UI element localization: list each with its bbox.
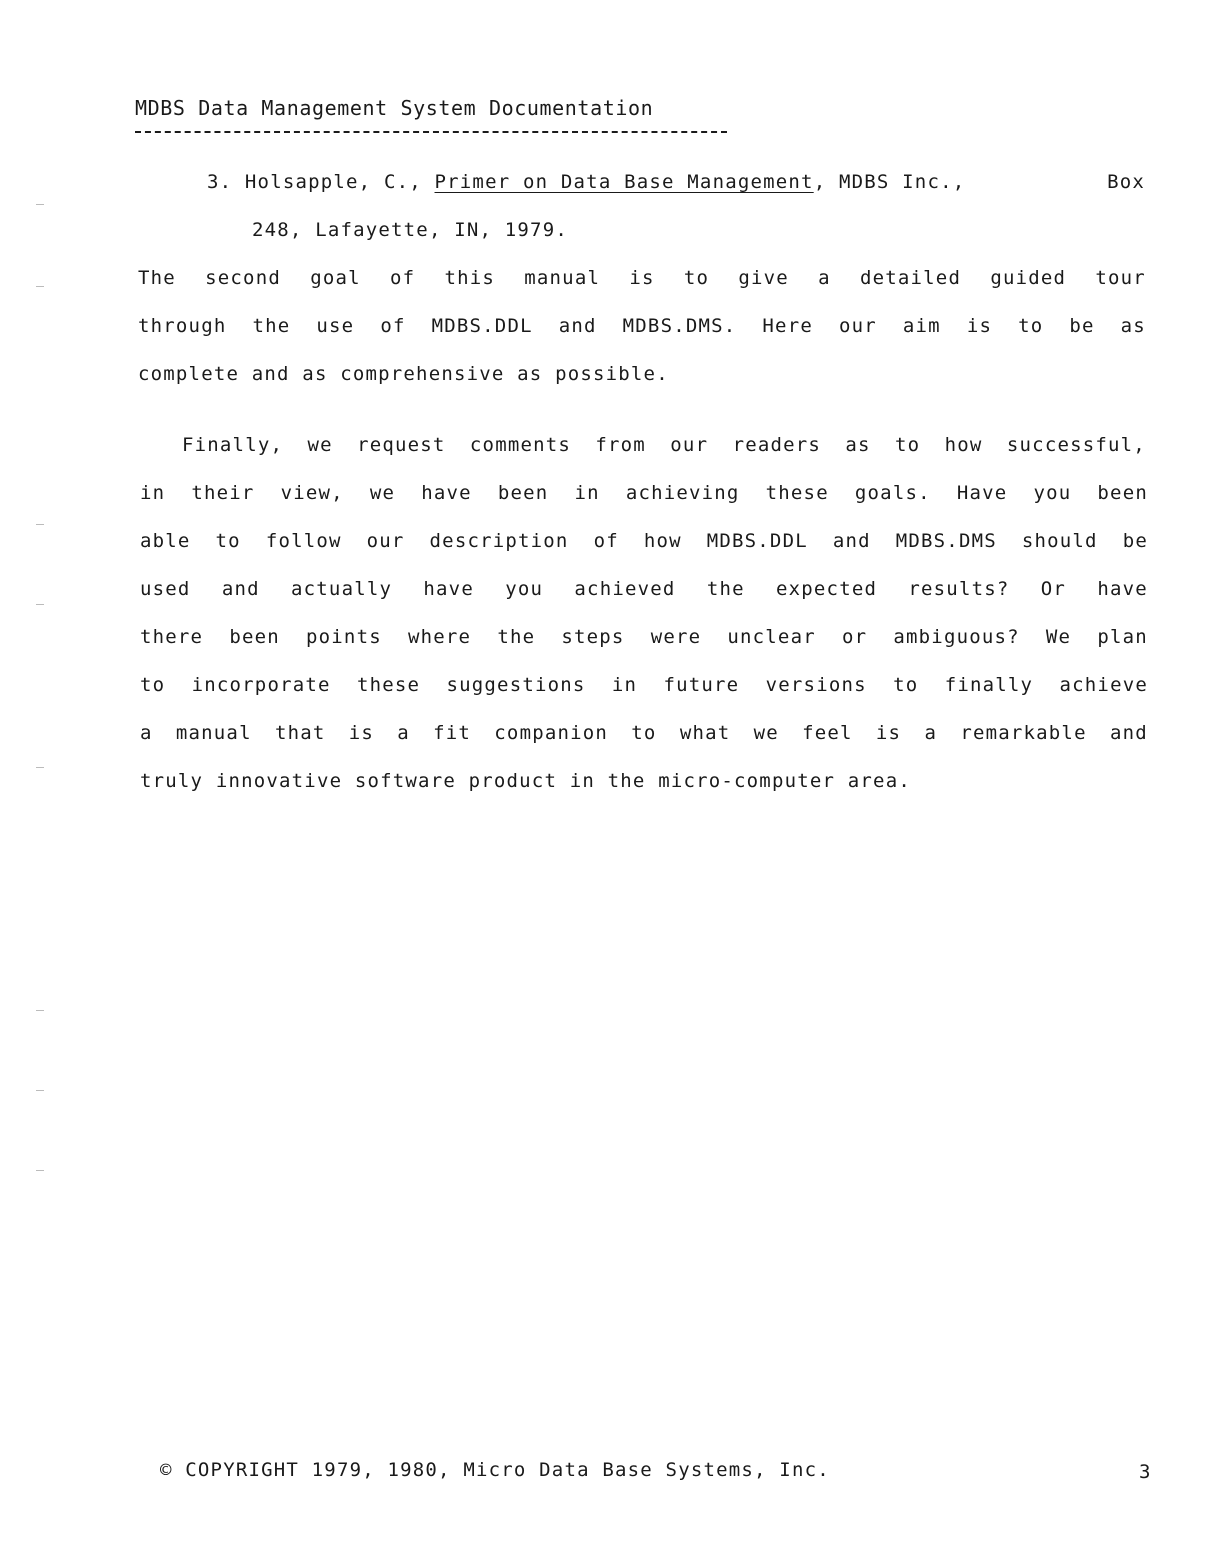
paragraph1-line-3: complete and as comprehensive as possible. <box>138 363 669 385</box>
word: achieving <box>625 482 740 504</box>
word: our <box>838 315 877 337</box>
word: been <box>1097 482 1148 504</box>
word: these <box>765 482 829 504</box>
header-dashed-rule <box>135 131 727 133</box>
word: suggestions <box>446 674 586 696</box>
word: We <box>1045 626 1072 648</box>
word: these <box>356 674 421 696</box>
word: MDBS.DMS. <box>622 315 737 337</box>
word: Finally, <box>182 434 284 456</box>
word: second <box>205 267 281 289</box>
word: of <box>593 530 619 552</box>
word: we <box>307 434 333 456</box>
word: to <box>1018 315 1044 337</box>
word: achieve <box>1059 674 1148 696</box>
word: used <box>140 578 191 600</box>
paragraph1-line-2 <box>138 315 1146 337</box>
word: follow <box>265 530 342 552</box>
word: MDBS.DDL <box>431 315 533 337</box>
word: results? <box>908 578 1010 600</box>
word: a <box>924 722 938 744</box>
reference-line-2: 248, Lafayette, IN, 1979. <box>252 219 568 241</box>
copyright-footer: © COPYRIGHT 1979, 1980, Micro Data Base Systems, Inc. <box>160 1459 830 1481</box>
word: what <box>679 722 731 744</box>
word: MDBS.DDL <box>706 530 808 552</box>
word: manual <box>524 267 601 289</box>
word: use <box>316 315 355 337</box>
paragraph2-line-6 <box>140 674 1148 696</box>
word: be <box>1069 315 1095 337</box>
word: be <box>1122 530 1148 552</box>
word: remarkable <box>960 722 1087 744</box>
word: is <box>875 722 902 744</box>
word: been <box>229 626 280 648</box>
word: there <box>140 626 204 648</box>
word: to <box>893 674 919 696</box>
page-header: MDBS Data Management System Documentation <box>135 96 654 120</box>
reference-line-1 <box>207 171 1145 193</box>
word: steps <box>561 626 625 648</box>
word: expected <box>776 578 878 600</box>
paragraph1-line-1 <box>138 267 1146 289</box>
word: to <box>215 530 241 552</box>
word: successful, <box>1006 434 1146 456</box>
scan-margin-mark <box>36 1010 44 1011</box>
word: is <box>348 722 375 744</box>
word: our <box>366 530 405 552</box>
word: actually <box>291 578 393 600</box>
paragraph2-line-8: truly innovative software product in the micro-computer area. <box>140 770 911 792</box>
word: in <box>574 482 600 504</box>
word: we <box>369 482 396 504</box>
word: aim <box>902 315 941 337</box>
word: how <box>643 530 682 552</box>
word: achieved <box>574 578 676 600</box>
word: have <box>423 578 474 600</box>
word: to <box>895 434 921 456</box>
word: detailed <box>859 267 962 289</box>
reference-number: 3. <box>207 171 233 193</box>
word: as <box>1120 315 1146 337</box>
scan-margin-mark <box>36 767 44 768</box>
word: is <box>966 315 993 337</box>
word: request <box>357 434 446 456</box>
word: is <box>629 267 655 289</box>
word: to <box>140 674 166 696</box>
word: unclear <box>727 626 816 648</box>
page-number: 3 <box>1139 1461 1151 1483</box>
word: our <box>670 434 709 456</box>
word: companion <box>494 722 609 744</box>
word: and <box>832 530 871 552</box>
word: and <box>558 315 597 337</box>
word: through <box>138 315 227 337</box>
word: incorporate <box>191 674 331 696</box>
word: feel <box>802 722 853 744</box>
word: Here <box>762 315 813 337</box>
word: a <box>140 722 153 744</box>
word: tour <box>1095 267 1146 289</box>
word: where <box>407 626 472 648</box>
word: you <box>1033 482 1072 504</box>
word: have <box>421 482 472 504</box>
word: description <box>429 530 569 552</box>
word: their <box>191 482 255 504</box>
word: plan <box>1097 626 1148 648</box>
reference-book-title: Primer on Data Base Management <box>434 171 814 193</box>
scan-margin-mark <box>36 1170 44 1171</box>
reference-box: Box <box>1107 171 1145 193</box>
word: versions <box>765 674 867 696</box>
word: you <box>505 578 544 600</box>
word: to <box>683 267 710 289</box>
word: been <box>497 482 549 504</box>
word: to <box>631 722 657 744</box>
paragraph2-line-3 <box>140 530 1148 552</box>
word: we <box>753 722 779 744</box>
word: manual <box>175 722 252 744</box>
word: and <box>1109 722 1148 744</box>
paragraph2-line-2 <box>140 482 1148 504</box>
scan-margin-mark <box>36 286 44 287</box>
word: this <box>444 267 496 289</box>
scan-margin-mark <box>36 1090 44 1091</box>
word: able <box>140 530 191 552</box>
word: of <box>389 267 416 289</box>
word: or <box>841 626 868 648</box>
word: future <box>663 674 740 696</box>
paragraph2-line-7 <box>140 722 1148 744</box>
word: should <box>1021 530 1098 552</box>
word: as <box>845 434 871 456</box>
word: comments <box>469 434 572 456</box>
paragraph2-line-5 <box>140 626 1148 648</box>
word: the <box>706 578 745 600</box>
word: the <box>252 315 291 337</box>
word: goals. <box>854 482 931 504</box>
word: view, <box>280 482 344 504</box>
word: from <box>595 434 646 456</box>
word: fit <box>433 722 472 744</box>
word: MDBS.DMS <box>895 530 997 552</box>
word: that <box>274 722 326 744</box>
word: Have <box>956 482 1008 504</box>
word: points <box>306 626 382 648</box>
word: were <box>650 626 702 648</box>
word: readers <box>732 434 822 456</box>
word: of <box>380 315 406 337</box>
scan-margin-mark <box>36 204 44 205</box>
word: a <box>818 267 831 289</box>
word: guided <box>990 267 1067 289</box>
word: in <box>140 482 166 504</box>
word: goal <box>310 267 361 289</box>
reference-author: Holsapple, C., <box>244 171 422 193</box>
word: how <box>944 434 983 456</box>
reference-publisher: , MDBS Inc., <box>813 171 966 193</box>
word: and <box>221 578 260 600</box>
word: the <box>497 626 536 648</box>
scan-margin-mark <box>36 524 44 525</box>
word: give <box>738 267 789 289</box>
paragraph2-line-4 <box>140 578 1148 600</box>
word: have <box>1097 578 1148 600</box>
word: finally <box>944 674 1034 696</box>
scan-margin-mark <box>36 604 44 605</box>
word: a <box>397 722 410 744</box>
word: ambiguous? <box>893 626 1020 648</box>
word: Or <box>1040 578 1067 600</box>
word: in <box>611 674 638 696</box>
paragraph2-line-1 <box>182 434 1146 456</box>
word: The <box>138 267 176 289</box>
